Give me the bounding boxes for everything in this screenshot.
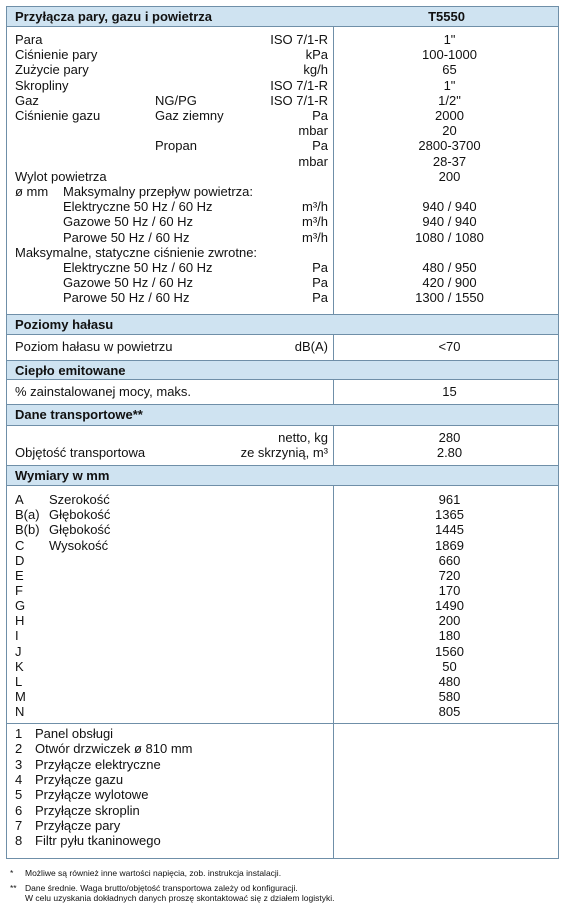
row-sublabel: Parowe 50 Hz / 60 Hz	[63, 229, 190, 245]
dim-value: 805	[438, 704, 461, 720]
transport-unit-netto: netto, kg	[278, 430, 328, 445]
row-unit: Pa	[312, 260, 328, 275]
row-value: 200	[438, 168, 461, 184]
row-unit: Pa	[312, 138, 328, 154]
dim-name: Wysokość	[49, 537, 109, 553]
row-unit: Pa	[312, 108, 328, 123]
footnote-mark: *	[10, 868, 14, 878]
footnote-text: Dane średnie. Waga brutto/objętość transportowa zależy od konfiguracji.	[25, 883, 298, 893]
legend-text: Przyłącze pary	[35, 817, 121, 833]
dim-code: J	[15, 643, 22, 659]
legend-number: 7	[15, 817, 23, 833]
heat-title: Ciepło emitowane	[15, 363, 126, 378]
transport-volume-label: Objętość transportowa	[15, 445, 146, 460]
row-value: 940 / 940	[422, 214, 477, 230]
dim-code: C	[15, 537, 25, 553]
legend-number: 2	[15, 741, 23, 757]
dim-value: 1365	[435, 507, 464, 523]
row-label: Para	[15, 32, 43, 47]
row-sublabel: Propan	[155, 138, 197, 154]
row-unit: kPa	[305, 47, 328, 63]
row-label: Gaz	[15, 92, 39, 108]
dim-code: K	[15, 658, 24, 674]
noise-unit: dB(A)	[294, 339, 328, 354]
dim-value: 480	[438, 673, 461, 689]
dim-value: 1869	[435, 537, 464, 553]
row-unit: Pa	[312, 290, 328, 306]
row-label: Skropliny	[15, 77, 69, 93]
row-value: 20	[442, 123, 457, 139]
row-unit: kg/h	[303, 62, 328, 78]
noise-label: Poziom hałasu w powietrzu	[15, 339, 173, 354]
row-unit: m³/h	[302, 214, 328, 230]
dim-code: F	[15, 582, 23, 598]
dim-value: 1445	[435, 522, 464, 538]
dim-code: L	[15, 673, 23, 689]
row-label: Wylot powietrza	[15, 168, 107, 184]
row-value: 1"	[443, 32, 456, 47]
row-value: 1"	[443, 77, 456, 93]
legend-text: Panel obsługi	[35, 726, 114, 741]
row-label: Ciśnienie gazu	[15, 108, 101, 123]
transport-unit-volume: ze skrzynią, m³	[240, 445, 328, 460]
row-value: 420 / 900	[422, 275, 477, 291]
row-sublabel: Parowe 50 Hz / 60 Hz	[63, 290, 190, 306]
legend-divider	[7, 723, 558, 724]
dim-code: I	[15, 628, 19, 644]
row-sublabel: Elektryczne 50 Hz / 60 Hz	[63, 199, 213, 215]
dim-code: B(a)	[15, 507, 40, 523]
noise-title: Poziomy hałasu	[15, 317, 114, 332]
transport-title: Dane transportowe**	[15, 407, 143, 422]
row-unit: ISO 7/1-R	[270, 77, 328, 93]
row-unit: ISO 7/1-R	[270, 92, 328, 108]
header-title: Przyłącza pary, gazu i powietrza	[15, 9, 212, 24]
row-value: 1/2"	[438, 92, 461, 108]
dim-code: D	[15, 552, 25, 568]
row-value: 2000	[435, 108, 464, 123]
legend-number: 5	[15, 787, 23, 803]
row-value: 1300 / 1550	[415, 290, 484, 306]
row-sublabel: Gaz ziemny	[155, 108, 224, 123]
row-label: Zużycie pary	[15, 62, 89, 78]
dim-name: Szerokość	[49, 492, 110, 507]
dim-code: A	[15, 492, 24, 507]
dim-value: 170	[438, 582, 461, 598]
dim-code: B(b)	[15, 522, 40, 538]
footnote-text: W celu uzyskania dokładnych danych proszę skontaktować się z działem logistyki.	[25, 893, 335, 903]
legend-number: 3	[15, 756, 23, 772]
heat-value: 15	[442, 384, 457, 399]
dim-value: 1560	[435, 643, 464, 659]
footnote-text: Możliwe są również inne wartości napięcia, zob. instrukcja instalacji.	[25, 868, 282, 878]
spec-sheet	[6, 6, 559, 859]
dim-value: 660	[438, 552, 461, 568]
row-value: 480 / 950	[422, 260, 477, 275]
row-sublabel: Gazowe 50 Hz / 60 Hz	[63, 275, 194, 291]
legend-text: Przyłącze skroplin	[35, 802, 140, 818]
row-label: ø mm	[15, 184, 49, 199]
row-sublabel: Maksymalny przepływ powietrza:	[63, 184, 254, 199]
row-unit: m³/h	[302, 199, 328, 215]
row-sublabel: Elektryczne 50 Hz / 60 Hz	[63, 260, 213, 275]
footnote-mark: **	[10, 883, 17, 893]
row-unit: ISO 7/1-R	[270, 32, 328, 47]
dim-value: 580	[438, 689, 461, 704]
row-sublabel: Gazowe 50 Hz / 60 Hz	[63, 214, 194, 230]
noise-value: <70	[438, 339, 461, 354]
legend-text: Przyłącze wylotowe	[35, 787, 149, 803]
legend-number: 6	[15, 802, 23, 818]
dims-title: Wymiary w mm	[15, 468, 110, 483]
row-label: Maksymalne, statyczne ciśnienie zwrotne:	[15, 244, 258, 260]
legend-text: Otwór drzwiczek ø 810 mm	[35, 741, 193, 757]
legend-number: 4	[15, 771, 23, 787]
legend-text: Przyłącze gazu	[35, 771, 124, 787]
row-value: 1080 / 1080	[415, 229, 484, 245]
transport-volume-value: 2.80	[436, 445, 463, 460]
row-value: 100-1000	[422, 47, 477, 63]
row-value: 940 / 940	[422, 199, 477, 215]
legend-number: 8	[15, 833, 23, 849]
legend-number: 1	[15, 726, 23, 741]
row-sublabel: NG/PG	[155, 92, 197, 108]
dim-value: 961	[438, 492, 461, 507]
row-label: Ciśnienie pary	[15, 47, 98, 63]
row-unit: mbar	[298, 153, 328, 169]
dim-value: 1490	[435, 598, 464, 613]
dim-value: 200	[438, 613, 461, 629]
legend-text: Przyłącze elektryczne	[35, 756, 161, 772]
dim-value: 180	[438, 628, 461, 644]
dim-code: G	[15, 598, 26, 613]
row-value: 2800-3700	[418, 138, 481, 154]
heat-label: % zainstalowanej mocy, maks.	[15, 384, 192, 399]
dim-value: 50	[442, 658, 457, 674]
dim-code: H	[15, 613, 25, 629]
row-unit: mbar	[298, 123, 328, 139]
row-value: 65	[442, 62, 457, 78]
header-model: T5550	[428, 9, 465, 24]
dim-code: N	[15, 704, 25, 720]
dim-value: 720	[438, 567, 461, 583]
dim-code: M	[15, 689, 26, 704]
dim-name: Głębokość	[49, 507, 111, 523]
legend-text: Filtr pyłu tkaninowego	[35, 833, 161, 849]
transport-netto-value: 280	[438, 430, 461, 445]
row-unit: m³/h	[302, 229, 328, 245]
row-value: 28-37	[432, 153, 467, 169]
row-unit: Pa	[312, 275, 328, 291]
dim-code: E	[15, 567, 24, 583]
dim-name: Głębokość	[49, 522, 111, 538]
column-divider	[333, 7, 334, 858]
